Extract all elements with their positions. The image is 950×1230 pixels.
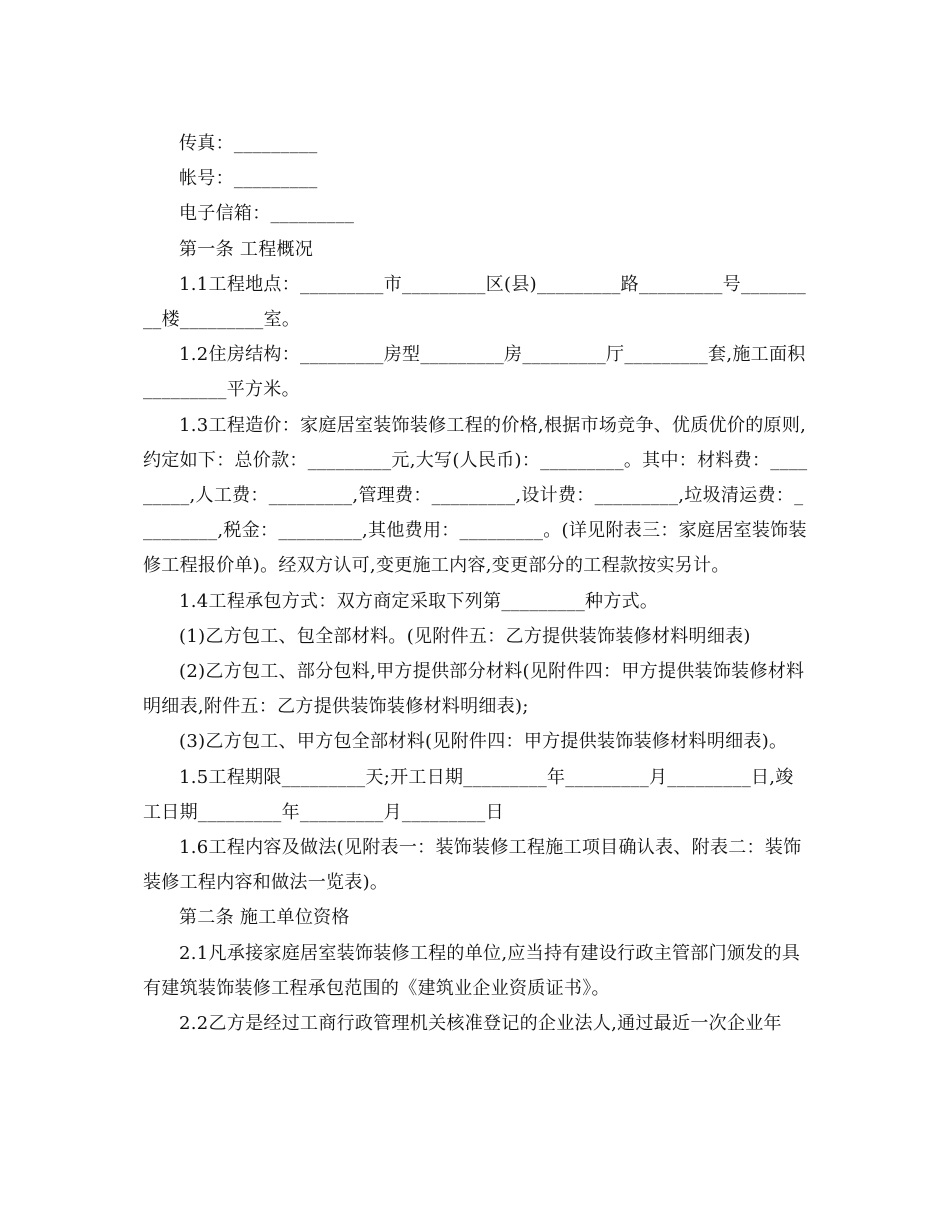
email-line: 电子信箱：_________ bbox=[179, 203, 355, 225]
account-line: 帐号：_________ bbox=[179, 168, 318, 190]
article-2-heading: 第二条 施工单位资格 bbox=[179, 907, 350, 929]
clause-2-2: 2.2乙方是经过工商行政管理机关核准登记的企业法人,通过最近一次企业年 bbox=[179, 1013, 782, 1035]
clause-1-1: 1.1工程地点：_________市_________区(县)_________路_________号_________楼_________室。 bbox=[143, 273, 807, 331]
clause-2-1: 2.1凡承接家庭居室装饰装修工程的单位,应当持有建设行政主管部门颁发的具有建筑装饰装修工程承包范围的《建筑业企业资质证书》。 bbox=[143, 942, 801, 999]
clause-1-4-option-1: (1)乙方包工、包全部材料。(见附件五：乙方提供装饰装修材料明细表) bbox=[179, 625, 751, 647]
clause-1-4-option-2: (2)乙方包工、部分包料,甲方提供部分材料(见附件四：甲方提供装饰装修材料明细表,附件五：乙方提供装饰装修材料明细表); bbox=[143, 661, 805, 718]
clause-1-4: 1.4工程承包方式：双方商定采取下列第_________种方式。 bbox=[179, 590, 659, 612]
clause-1-5: 1.5工程期限_________天;开工日期_________年_________月_________日,竣工日期_________年_________月_________日 bbox=[143, 766, 794, 823]
clause-1-3: 1.3工程造价：家庭居室装饰装修工程的价格,根据市场竞争、优质优价的原则,约定如下：总价款：_________元,大写(人民币)：_________。其中：材料费：_________,人工费：_________,管理费：_________,设计费：_________,垃圾清运费：_________,税金：_________,其他费用：_________。(详见附表三：家庭居室装饰装修工程报价单)。经双方认可,变更施工内容,变更部分的工程款按实另计。 bbox=[143, 414, 808, 577]
fax-line: 传真：_________ bbox=[179, 133, 318, 154]
clause-1-2: 1.2住房结构：_________房型_________房_________厅_________套,施工面积_________平方米。 bbox=[143, 344, 806, 401]
article-1-heading: 第一条 工程概况 bbox=[179, 238, 314, 260]
document-body bbox=[143, 126, 808, 1041]
clause-1-4-option-3: (3)乙方包工、甲方包全部材料(见附件四：甲方提供装饰装修材料明细表)。 bbox=[179, 731, 788, 753]
clause-1-6: 1.6工程内容及做法(见附表一：装饰装修工程施工项目确认表、附表二：装饰装修工程内容和做法一览表)。 bbox=[143, 837, 802, 894]
